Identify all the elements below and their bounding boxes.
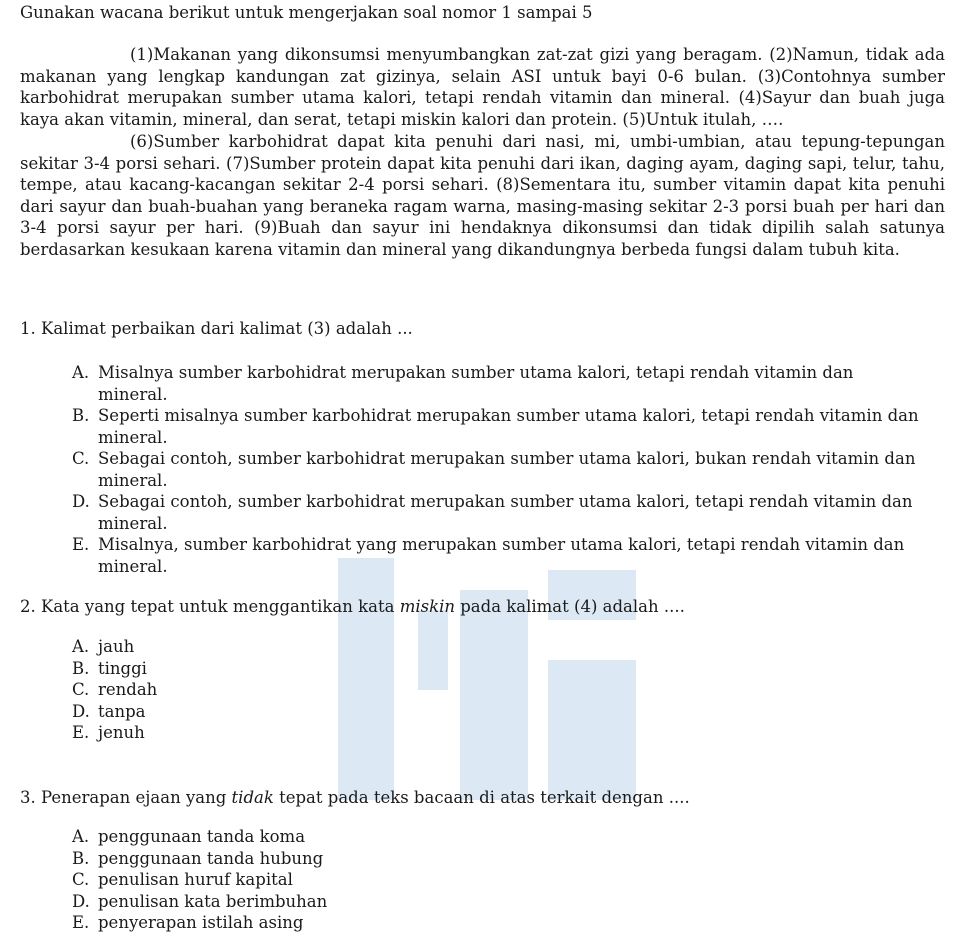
option-letter: C. — [72, 449, 90, 468]
option-item[interactable] — [72, 848, 922, 870]
option-text: penyerapan istilah asing — [98, 913, 304, 932]
option-text: penulisan huruf kapital — [98, 870, 293, 889]
option-letter: B. — [72, 848, 90, 868]
option-text: Misalnya sumber karbohidrat merupakan sumber utama kalori, tetapi rendah vitamin dan mineral. — [98, 363, 854, 404]
question-number: 2. — [20, 597, 36, 616]
option-text: tanpa — [98, 701, 146, 721]
option-text: Sebagai contoh, sumber karbohidrat merupakan sumber utama kalori, tetapi rendah vitamin dan mineral. — [98, 492, 913, 533]
option-letter: C. — [72, 680, 90, 699]
question-3-options — [72, 826, 922, 934]
option-text: Misalnya, sumber karbohidrat yang merupakan sumber utama kalori, tetapi rendah vitamin dan mineral. — [98, 535, 905, 576]
question-text: Kalimat perbaikan dari kalimat (3) adalah ... — [41, 319, 413, 338]
question-number: 1. — [20, 319, 36, 338]
option-item[interactable] — [72, 491, 922, 534]
option-item[interactable] — [72, 362, 922, 405]
question-text-part: Penerapan ejaan yang — [41, 788, 232, 807]
question-emphasis: tidak — [231, 788, 274, 807]
question-emphasis: miskin — [399, 597, 455, 616]
passage-paragraph-2: (6)Sumber karbohidrat dapat kita penuhi dari nasi, mi, umbi-umbian, atau tepung-tepungan sekitar 3-4 porsi sehari. (7)Sumber protein dapat kita penuhi dari ikan, daging ayam, daging sapi, telur, tahu, tempe, atau kacang-kacangan sekitar 2-4 porsi sehari. (8)Sementara itu, sumber vitamin dapat kita penuhi dari sayur dan buah-buahan yang beraneka ragam warna, masing-masing sekitar 2-3 porsi buah per hari dan 3-4 porsi sayur per hari. (9)Buah dan sayur ini hendaknya dikonsumsi dan tidak dipilih salah satunya berdasarkan kesukaan karena vitamin dan mineral yang dikandungnya berbeda fungsi dalam tubuh kita. — [20, 132, 945, 259]
question-1-options — [72, 362, 922, 577]
option-item[interactable] — [72, 869, 922, 891]
option-letter: B. — [72, 406, 90, 425]
option-letter: E. — [72, 723, 90, 742]
option-item[interactable] — [72, 448, 922, 491]
option-letter: E. — [72, 535, 90, 554]
option-item[interactable] — [72, 912, 922, 934]
option-letter: E. — [72, 913, 90, 932]
option-text: penggunaan tanda koma — [98, 827, 306, 846]
question-text-part: Kata yang tepat untuk menggantikan kata — [41, 597, 400, 616]
option-letter: D. — [72, 701, 90, 721]
instruction-text: Gunakan wacana berikut untuk mengerjakan soal nomor 1 sampai 5 — [20, 3, 593, 22]
option-text: jenuh — [98, 723, 145, 742]
option-item[interactable] — [72, 658, 922, 680]
option-letter: B. — [72, 658, 90, 678]
option-letter: C. — [72, 870, 90, 889]
option-letter: D. — [72, 492, 90, 511]
question-3 — [20, 787, 690, 809]
option-item[interactable] — [72, 891, 922, 913]
question-text-part: tepat pada teks bacaan di atas terkait dengan .... — [273, 788, 690, 807]
option-text: jauh — [98, 637, 135, 656]
option-item[interactable] — [72, 405, 922, 448]
option-letter: A. — [72, 827, 90, 846]
option-letter: D. — [72, 891, 90, 911]
option-letter: A. — [72, 637, 90, 656]
question-text-part: pada kalimat (4) adalah .... — [454, 597, 685, 616]
option-letter: A. — [72, 363, 90, 382]
question-2-options — [72, 636, 922, 744]
option-text: rendah — [98, 680, 158, 699]
option-item[interactable] — [72, 534, 922, 577]
option-item[interactable] — [72, 722, 922, 744]
option-item[interactable] — [72, 636, 922, 658]
question-1 — [20, 318, 413, 340]
passage-paragraph-1: (1)Makanan yang dikonsumsi menyumbangkan zat-zat gizi yang beragam. (2)Namun, tidak ada makanan yang lengkap kandungan zat gizinya, selain ASI untuk bayi 0-6 bulan. (3)Contohnya sumber karbohidrat merupakan sumber utama kalori, tetapi rendah vitamin dan mineral. (4)Sayur dan buah juga kaya akan vitamin, mineral, dan serat, tetapi miskin kalori dan protein. (5)Untuk itulah, …. — [20, 45, 945, 129]
question-2 — [20, 596, 685, 618]
option-text: Seperti misalnya sumber karbohidrat merupakan sumber utama kalori, tetapi rendah vitamin dan mineral. — [98, 406, 919, 447]
question-number: 3. — [20, 788, 36, 807]
option-item[interactable] — [72, 701, 922, 723]
option-item[interactable] — [72, 826, 922, 848]
option-text: Sebagai contoh, sumber karbohidrat merupakan sumber utama kalori, bukan rendah vitamin dan mineral. — [98, 449, 916, 490]
option-text: tinggi — [98, 658, 147, 678]
option-text: penggunaan tanda hubung — [98, 848, 324, 868]
option-text: penulisan kata berimbuhan — [98, 891, 328, 911]
option-item[interactable] — [72, 679, 922, 701]
